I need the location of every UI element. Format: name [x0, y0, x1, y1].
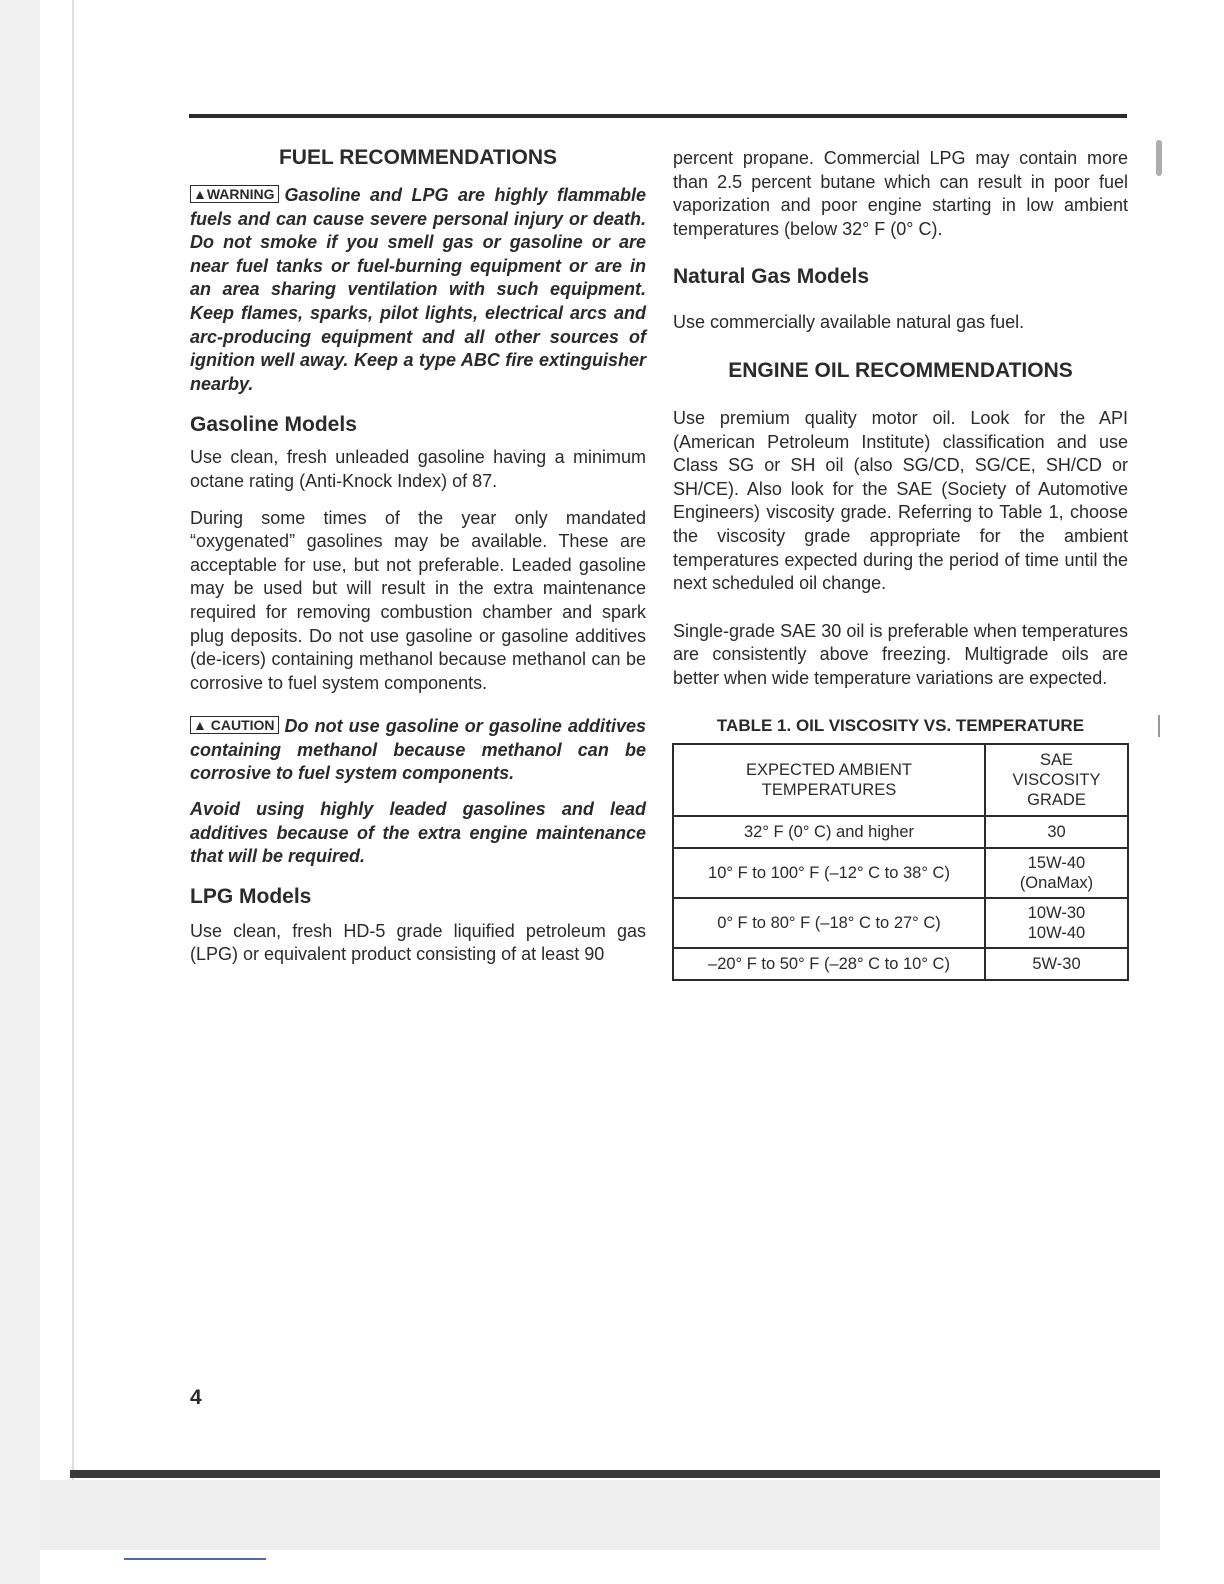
gasoline-models-heading: Gasoline Models	[190, 413, 357, 437]
gasoline-paragraph-2: During some times of the year only mandated “oxygenated” gasolines may be available. These are acceptable for use, but not preferable. Leaded gasoline may be used but will result in the extra maintenance required for removing combustion chamber and spark plug deposits. Do not use gasoline or gasoline additives (de-icers) containing methanol because methanol can be corrosive to fuel system components.	[190, 507, 646, 693]
temperature-cell: 10° F to 100° F (–12° C to 38° C)	[673, 848, 985, 898]
lpg-paragraph-continued: percent propane. Commercial LPG may contain more than 2.5 percent butane which can result in poor fuel vaporization and poor engine starting in low ambient temperatures (below 32° F (0° C).	[673, 148, 1128, 239]
table-title: TABLE 1. OIL VISCOSITY VS. TEMPERATURE	[716, 715, 1085, 735]
gasoline-paragraph-1: Use clean, fresh unleaded gasoline having a minimum octane rating (Anti-Knock Index) of 87.	[190, 447, 646, 491]
lpg-models-heading: LPG Models	[190, 884, 312, 908]
page-number: 4	[190, 1386, 202, 1409]
scan-margin-left	[0, 0, 40, 1584]
page-bottom-edge	[70, 1470, 1160, 1478]
scan-margin-bottom	[40, 1480, 1160, 1550]
natural-gas-paragraph: Use commercially available natural gas fuel.	[673, 312, 1025, 333]
grade-cell: 30	[985, 816, 1128, 848]
table-row	[673, 948, 1128, 980]
header-rule	[189, 114, 1127, 118]
leaded-gasoline-note: Avoid using highly leaded gasolines and lead additives because of the extra engine maintenance that will be required.	[190, 799, 646, 867]
grade-cell: 10W-30 10W-40	[985, 898, 1128, 948]
temperature-cell: –20° F to 50° F (–28° C to 10° C)	[673, 948, 985, 980]
caution-triangle-icon: ▲	[193, 717, 207, 734]
header-sae-viscosity-grade: SAE VISCOSITY GRADE	[985, 744, 1128, 816]
right-column	[673, 142, 1128, 981]
warning-badge: ▲WARNING	[190, 185, 279, 203]
grade-cell: 5W-30	[985, 948, 1128, 980]
oil-paragraph-1: Use premium quality motor oil. Look for the API (American Petroleum Institute) classification and use Class SG or SH oil (also SG/CD, SG/CE, SH/CD or SH/CE). Also look for the SAE (Society of Automotive Engineers) viscosity grade. Referring to Table 1, choose the viscosity grade appropriate for the ambient temperatures expected during the period of time until the next scheduled oil change.	[673, 407, 1128, 594]
table-header-row	[673, 744, 1128, 816]
header-ambient-temperatures: EXPECTED AMBIENT TEMPERATURES	[673, 744, 985, 816]
oil-paragraph-2: Single-grade SAE 30 oil is preferable when temperatures are consistently above freezing. Multigrade oils are better when wide temperature variations are expected.	[673, 620, 1128, 688]
fuel-warning: ▲WARNING Gasoline and LPG are highly flammable fuels and can cause severe personal injury or death. Do not smoke if you smell gas or gasoline or are near fuel tanks or fuel-burning equipment or are in an area sharing ventilation with such equipment. Keep flames, sparks, pilot lights, electrical arcs and arc-producing equipment and all other sources of ignition well away. Keep a type ABC fire extinguisher nearby.	[190, 185, 646, 394]
scan-artifact	[1158, 715, 1160, 737]
fuel-recommendations-title: FUEL RECOMMENDATIONS	[278, 146, 558, 169]
left-column	[190, 142, 646, 967]
scan-fold-line	[72, 0, 74, 1480]
table-row	[673, 816, 1128, 848]
warning-triangle-icon: ▲	[193, 186, 207, 202]
natural-gas-models-heading: Natural Gas Models	[673, 265, 870, 289]
table-row	[673, 848, 1128, 898]
table-row	[673, 898, 1128, 948]
lpg-paragraph: Use clean, fresh HD-5 grade liquified petroleum gas (LPG) or equivalent product consisting of at least 90	[190, 920, 646, 965]
methanol-caution: ▲ CAUTION Do not use gasoline or gasoline additives containing methanol because methanol can be corrosive to fuel system components.	[190, 716, 646, 784]
scan-artifact	[1156, 140, 1162, 176]
oil-viscosity-table	[672, 743, 1129, 981]
temperature-cell: 32° F (0° C) and higher	[673, 816, 985, 848]
caution-badge: ▲ CAUTION	[190, 716, 279, 734]
engine-oil-recommendations-title: ENGINE OIL RECOMMENDATIONS	[728, 358, 1073, 382]
scan-mark	[124, 1558, 266, 1560]
temperature-cell: 0° F to 80° F (–18° C to 27° C)	[673, 898, 985, 948]
grade-cell: 15W-40 (OnaMax)	[985, 848, 1128, 898]
